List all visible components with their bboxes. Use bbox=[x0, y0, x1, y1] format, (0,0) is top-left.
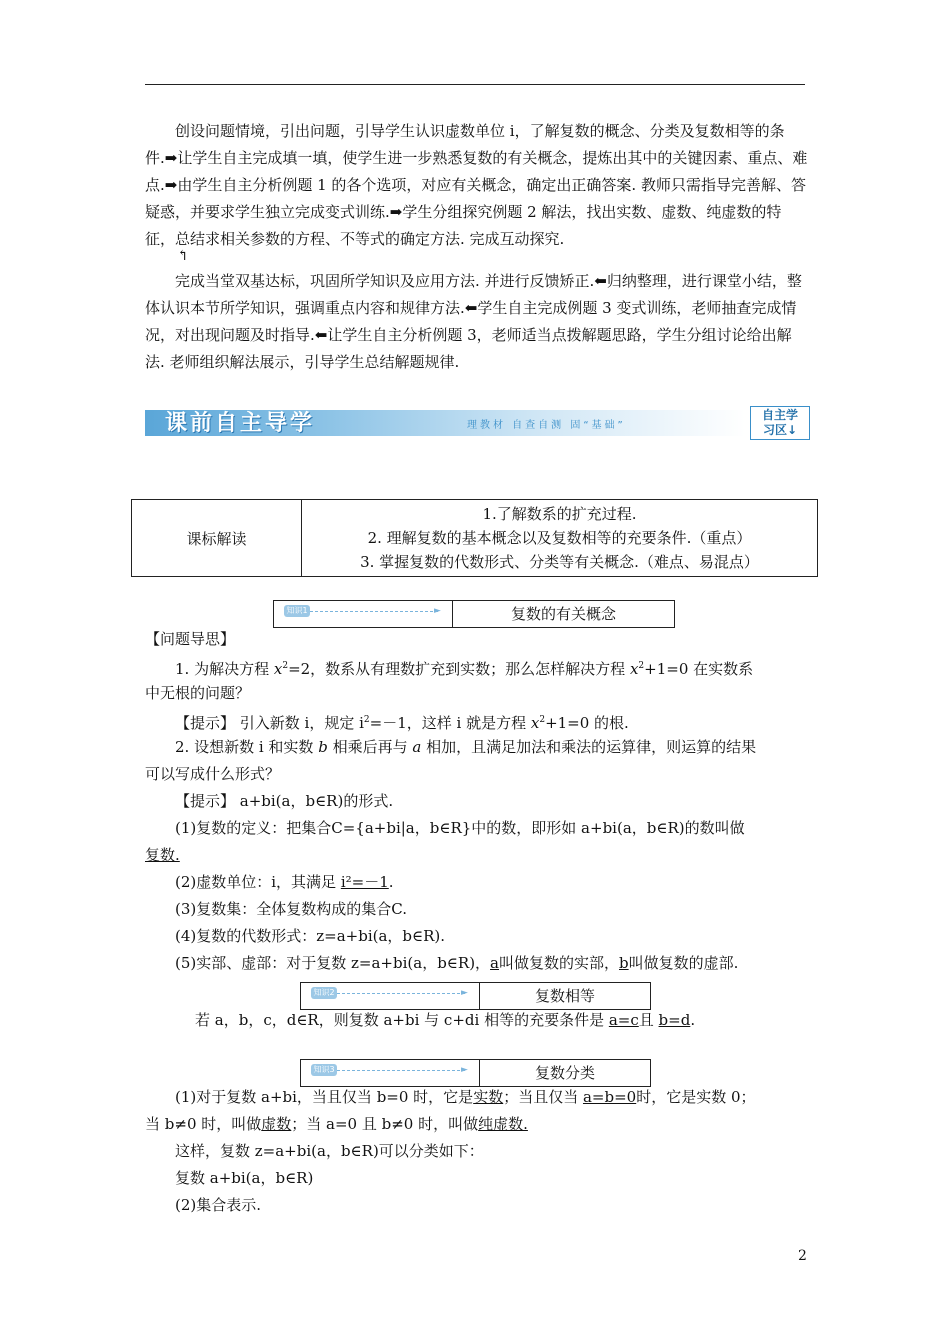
question-heading: 【问题导思】 bbox=[145, 630, 236, 648]
kp-tag-label: 知识2 bbox=[311, 987, 337, 999]
classify-text: (1)对于复数 a+bi，当且仅当 b=0 时，它是 bbox=[175, 1088, 474, 1106]
equal-text: 且 bbox=[638, 1011, 659, 1029]
definition-1-cont bbox=[145, 842, 180, 869]
standards-items bbox=[302, 500, 817, 576]
header-rule bbox=[145, 84, 805, 85]
intro-paragraph-2: 完成当堂双基达标，巩固所学知识及应用方法. 并进行反馈矫正.⬅归纳整理，进行课堂小结，整体认识本节所学知识，强调重点内容和规律方法.⬅学生自主完成例题 3 变式训练，老师抽查完成情况，对出现问题及时指导.⬅让学生自主分析例题 3，老师适当点拨解题思路，学生分组讨论给出解法. 老师组织解法展示，引导学生总结解题规律. bbox=[145, 272, 802, 371]
kp-tag bbox=[301, 983, 480, 1009]
kp-tag-label: 知识3 bbox=[311, 1064, 337, 1076]
classify-text: 当 b≠0 时，叫做 bbox=[145, 1115, 262, 1133]
hint1-text: +1=0 的根. bbox=[545, 714, 629, 732]
classification-4: (2)集合表示. bbox=[175, 1196, 262, 1214]
answer-blank: a bbox=[490, 954, 499, 972]
question-2-cont: 可以写成什么形式？ bbox=[145, 765, 281, 783]
kp-tag bbox=[274, 601, 453, 627]
intro-paragraph-1: 创设问题情境，引出问题，引导学生认识虚数单位 i，了解复数的概念、分类及复数相等的条件.➡让学生自主完成填一填，使学生进一步熟悉复数的有关概念，提炼出其中的关键因素、重点、难点.➡由学生自主分析例题 1 的各个选项，对应有关概念，确定出正确答案. 教师只需指导完善解、答疑惑，并要求学生独立完成变式训练.➡学生分组探究例题 2 解法，找出实数、虚数、纯虚数的特征，总结求相关参数的方程、不等式的确定方法. 完成互动探究. bbox=[145, 122, 808, 248]
q2-text: 相乘后再与 bbox=[327, 738, 413, 756]
standards-item: 1.了解数系的扩充过程. bbox=[482, 505, 637, 523]
standards-item: 2. 理解复数的基本概念以及复数相等的充要条件.（重点） bbox=[367, 529, 752, 547]
answer-blank: 纯虚数. bbox=[478, 1115, 528, 1133]
arrow-right-icon: ► bbox=[461, 988, 468, 998]
definition-4: (4)复数的代数形式：z=a+bi(a，b∈R). bbox=[175, 927, 446, 945]
q1-text: =2，数系从有理数扩充到实数；那么怎样解决方程 bbox=[288, 660, 630, 678]
q1-text: 1. 为解决方程 bbox=[175, 660, 274, 678]
question-1: 1. 为解决方程 $x^2=2$，数系从有理数扩充到实数；那么怎样解决方程 $x^2+1=0$ 在实数系 bbox=[175, 660, 754, 678]
kp-title: 复数分类 bbox=[534, 1064, 595, 1082]
banner-box-line2: 习区↓ bbox=[762, 423, 798, 437]
def5-text: 叫做复数的虚部. bbox=[628, 954, 739, 972]
answer-blank: i²=－1 bbox=[340, 873, 389, 891]
kp-title: 复数相等 bbox=[534, 987, 595, 1005]
arrow-right-icon: ► bbox=[461, 1065, 468, 1075]
kp-tag bbox=[301, 1060, 480, 1086]
banner-subtitle: 理教材 自查自测 固“基础” bbox=[467, 420, 626, 431]
classify-text: ；当 a=0 且 b≠0 时，叫做 bbox=[291, 1115, 479, 1133]
kp-tag-line bbox=[310, 611, 438, 612]
hint1-text: =－1，这样 i 就是方程 bbox=[369, 714, 531, 732]
standards-item: 3. 掌握复数的代数形式、分类等有关概念.（难点、易混点） bbox=[360, 553, 759, 571]
def2-text: (2)虚数单位：i，其满足 bbox=[175, 873, 341, 891]
return-arrow-icon: ↰ bbox=[177, 248, 189, 264]
q2-text: 相加，且满足加法和乘法的运算律，则运算的结果 bbox=[421, 738, 757, 756]
banner-box bbox=[750, 406, 810, 440]
hint-2: 【提示】 a+bi(a，b∈R)的形式. bbox=[175, 792, 394, 810]
answer-blank: b=d bbox=[658, 1011, 691, 1029]
knowledge-point-header-2 bbox=[300, 982, 651, 1010]
kp-tag-label: 知识1 bbox=[284, 605, 310, 617]
knowledge-point-header-3 bbox=[300, 1059, 651, 1087]
def5-text: 叫做复数的实部， bbox=[499, 954, 620, 972]
classification-1 bbox=[175, 1084, 756, 1111]
page-number: 2 bbox=[798, 1248, 807, 1264]
definition-1: (1)复数的定义：把集合C={a+bi|a，b∈R}中的数，即形如 a+bi(a，b∈R)的数叫做 bbox=[175, 819, 745, 837]
banner-title: 课前自主导学 bbox=[165, 411, 316, 436]
question-2: 2. 设想新数 i 和实数 b 相乘后再与 a 相加，且满足加法和乘法的运算律，则运算的结果 bbox=[175, 738, 757, 756]
banner-box-line1: 自主学 bbox=[761, 408, 798, 422]
equal-text: 若 a，b，c，d∈R，则复数 a+bi 与 c+di 相等的充要条件是 bbox=[195, 1011, 609, 1029]
question-1-cont: 中无根的问题？ bbox=[145, 684, 251, 702]
standards-label: 课标解读 bbox=[132, 500, 302, 576]
answer-blank: a=b=0 bbox=[582, 1088, 637, 1106]
arrow-right-icon: ► bbox=[434, 606, 441, 616]
definition-2: (2)虚数单位：i，其满足 i²=－1. bbox=[175, 873, 394, 891]
equality-condition: 若 a，b，c，d∈R，则复数 a+bi 与 c+di 相等的充要条件是 a=c且 b=d. bbox=[195, 1011, 696, 1029]
classification-2: 这样，复数 z=a+bi(a，b∈R)可以分类如下： bbox=[175, 1142, 484, 1160]
answer-blank: a=c bbox=[608, 1011, 639, 1029]
q2-text: 2. 设想新数 i 和实数 bbox=[175, 738, 319, 756]
standards-table bbox=[131, 499, 818, 577]
def5-text: (5)实部、虚部：对于复数 z=a+bi(a，b∈R)， bbox=[175, 954, 491, 972]
answer-blank: 虚数 bbox=[261, 1115, 292, 1133]
kp-tag-line bbox=[337, 993, 465, 994]
knowledge-point-header-1 bbox=[273, 600, 675, 628]
section-banner bbox=[145, 404, 813, 442]
kp-title: 复数的有关概念 bbox=[510, 605, 616, 623]
classification-3: 复数 a+bi(a，b∈R) bbox=[175, 1169, 314, 1187]
answer-blank: b bbox=[619, 954, 629, 972]
answer-blank: 复数. bbox=[145, 846, 180, 864]
definition-5 bbox=[175, 950, 738, 977]
kp-tag-line bbox=[337, 1070, 465, 1071]
classify-text: ；当且仅当 bbox=[503, 1088, 583, 1106]
answer-blank: 实数 bbox=[473, 1088, 504, 1106]
q1-text: +1=0 在实数系 bbox=[644, 660, 754, 678]
hint1-text: 【提示】 引入新数 i，规定 i bbox=[175, 714, 364, 732]
classification-1-cont bbox=[145, 1111, 528, 1138]
definition-3: (3)复数集：全体复数构成的集合C. bbox=[175, 900, 407, 918]
hint-1: 【提示】 引入新数 i，规定 $i^2=-1$，这样 i 就是方程 $x^2+1=0$ 的根. bbox=[175, 714, 629, 732]
classify-text: 时，它是实数 0； bbox=[636, 1088, 756, 1106]
